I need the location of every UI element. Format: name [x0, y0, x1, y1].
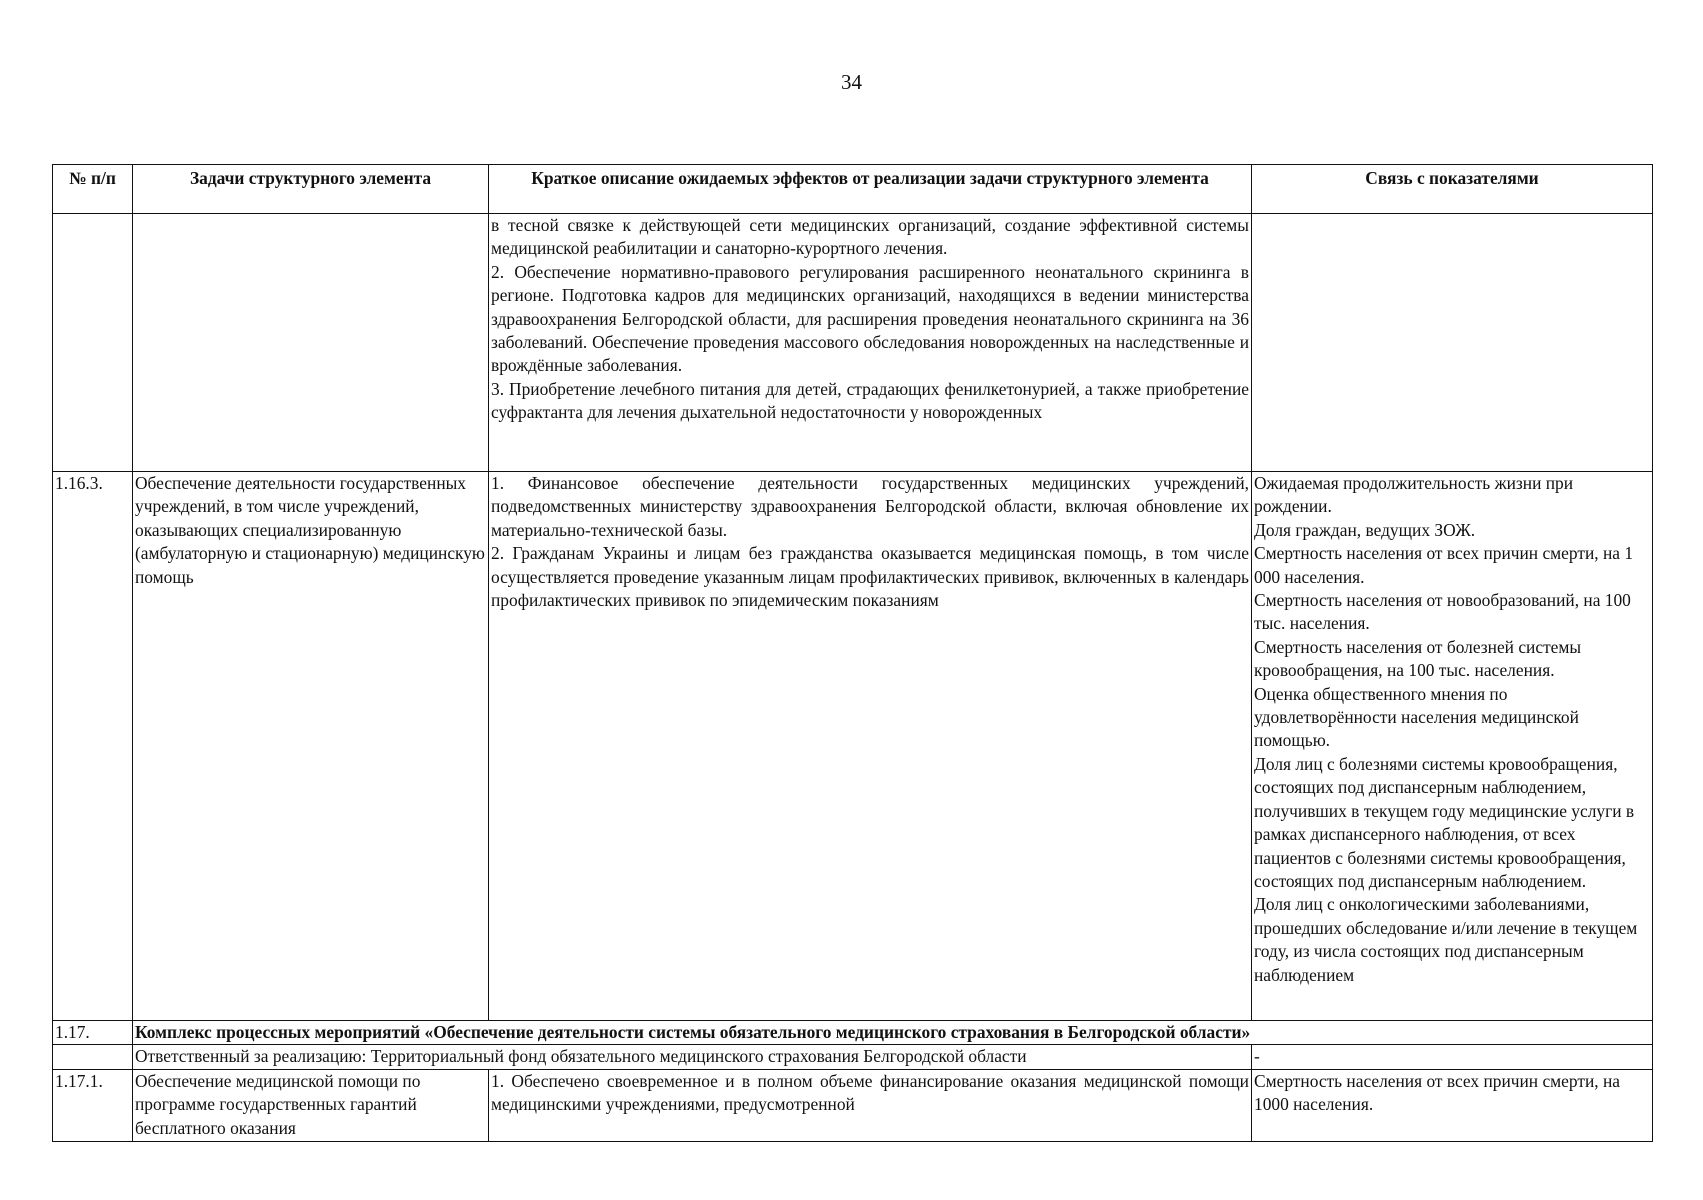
- cell-effects: [489, 214, 1252, 472]
- table-header-row: [53, 165, 1653, 214]
- responsible-text: Ответственный за реализацию: Территориальный фонд обязательного медицинского страхования Белгородской области: [133, 1045, 1252, 1069]
- effect-paragraph: 2. Обеспечение нормативно-правового регулирования расширенного неонатального скрининга в регионе. Подготовка кадров для медицинских организаций, находящихся в ведении министерства здравоохранения Белгородской области, для расширения проведения неонатального скрининга на 36 заболеваний. Обеспечение проведения массового обследования новорожденных на наследственные и врождённые заболевания.: [491, 261, 1249, 376]
- indicator-item: Ожидаемая продолжительность жизни при рождении.: [1254, 473, 1574, 517]
- effect-paragraph: в тесной связке к действующей сети медицинских организаций, создание эффективной системы медицинской реабилитации и санаторно-курортного лечения.: [491, 215, 1249, 259]
- table-row-1-16-3: [53, 472, 1653, 1021]
- header-indicators: Связь с показателями: [1252, 165, 1653, 214]
- indicator-item: Доля лиц с онкологическими заболеваниями, прошедших обследование и/или лечение в текущем году, из числа состоящих под диспансерным наблюдением: [1254, 894, 1638, 985]
- cell-task: Обеспечение медицинской помощи по программе государственных гарантий бесплатного оказания: [133, 1069, 489, 1141]
- cell-effects: 1. Обеспечено своевременное и в полном объеме финансирование оказания медицинской помощи медицинскими учреждениями, предусмотренной: [489, 1069, 1252, 1141]
- table-row-1-17-1: [53, 1069, 1653, 1141]
- cell-num: 1.16.3.: [53, 472, 133, 1021]
- cell-num-empty: [53, 1045, 133, 1069]
- indicator-item: Доля граждан, ведущих ЗОЖ.: [1254, 519, 1476, 540]
- table-row-continuation: [53, 214, 1653, 472]
- indicator-item: Доля лиц с болезнями системы кровообращения, состоящих под диспансерным наблюдением, получивших в текущем году медицинские услуги в рамках диспансерного наблюдения, от всех пациентов с болезнями системы кровообращения, состоящих под диспансерным наблюдением.: [1254, 753, 1635, 891]
- page-number: 34: [841, 70, 862, 94]
- header-effects: Краткое описание ожидаемых эффектов от реализации задачи структурного элемента: [489, 165, 1252, 214]
- cell-num: [53, 214, 133, 472]
- indicator-item: Смертность населения от всех причин смерти, на 1 000 населения.: [1254, 543, 1634, 587]
- cell-indicators: Смертность населения от всех причин смерти, на 1000 населения.: [1252, 1069, 1653, 1141]
- cell-task: [133, 214, 489, 472]
- table-row-1-17: [53, 1021, 1653, 1045]
- cell-task: Обеспечение деятельности государственных учреждений, в том числе учреждений, оказывающих специализированную (амбулаторную и стационарную) медицинскую помощь: [133, 472, 489, 1021]
- effect-paragraph: 1. Финансовое обеспечение деятельности государственных медицинских учреждений, подведомственных министерству здравоохранения Белгородской области, включая обновление их материально-технической базы.: [491, 473, 1249, 540]
- cell-effects: [489, 472, 1252, 1021]
- cell-indicators: [1252, 214, 1653, 472]
- cell-num: 1.17.: [53, 1021, 133, 1045]
- effect-paragraph: 2. Гражданам Украины и лицам без гражданства оказывается медицинская помощь, в том числе осуществляется проведение указанным лицам профилактических прививок, включенных в календарь профилактических прививок по эпидемическим показаниям: [491, 543, 1249, 611]
- cell-indicators: [1252, 472, 1653, 1021]
- cell-num: 1.17.1.: [53, 1069, 133, 1141]
- effect-paragraph: 3. Приобретение лечебного питания для детей, страдающих фенилкетонурией, а также приобретение суфрактанта для лечения дыхательной недостаточности у новорожденных: [491, 378, 1249, 423]
- section-title: Комплекс процессных мероприятий «Обеспечение деятельности системы обязательного медицинского страхования в Белгородской области»: [133, 1021, 1653, 1045]
- measures-table: [52, 164, 1653, 1142]
- responsible-indicator: -: [1252, 1045, 1653, 1069]
- indicator-item: Смертность населения от новообразований, на 100 тыс. населения.: [1254, 590, 1631, 634]
- indicator-item: Смертность населения от болезней системы кровообращения, на 100 тыс. населения.: [1254, 636, 1582, 681]
- indicator-item: Оценка общественного мнения по удовлетворённости населения медицинской помощью.: [1254, 683, 1579, 751]
- header-num: № п/п: [53, 165, 133, 214]
- table-row-responsible: [53, 1045, 1653, 1069]
- header-tasks: Задачи структурного элемента: [133, 165, 489, 214]
